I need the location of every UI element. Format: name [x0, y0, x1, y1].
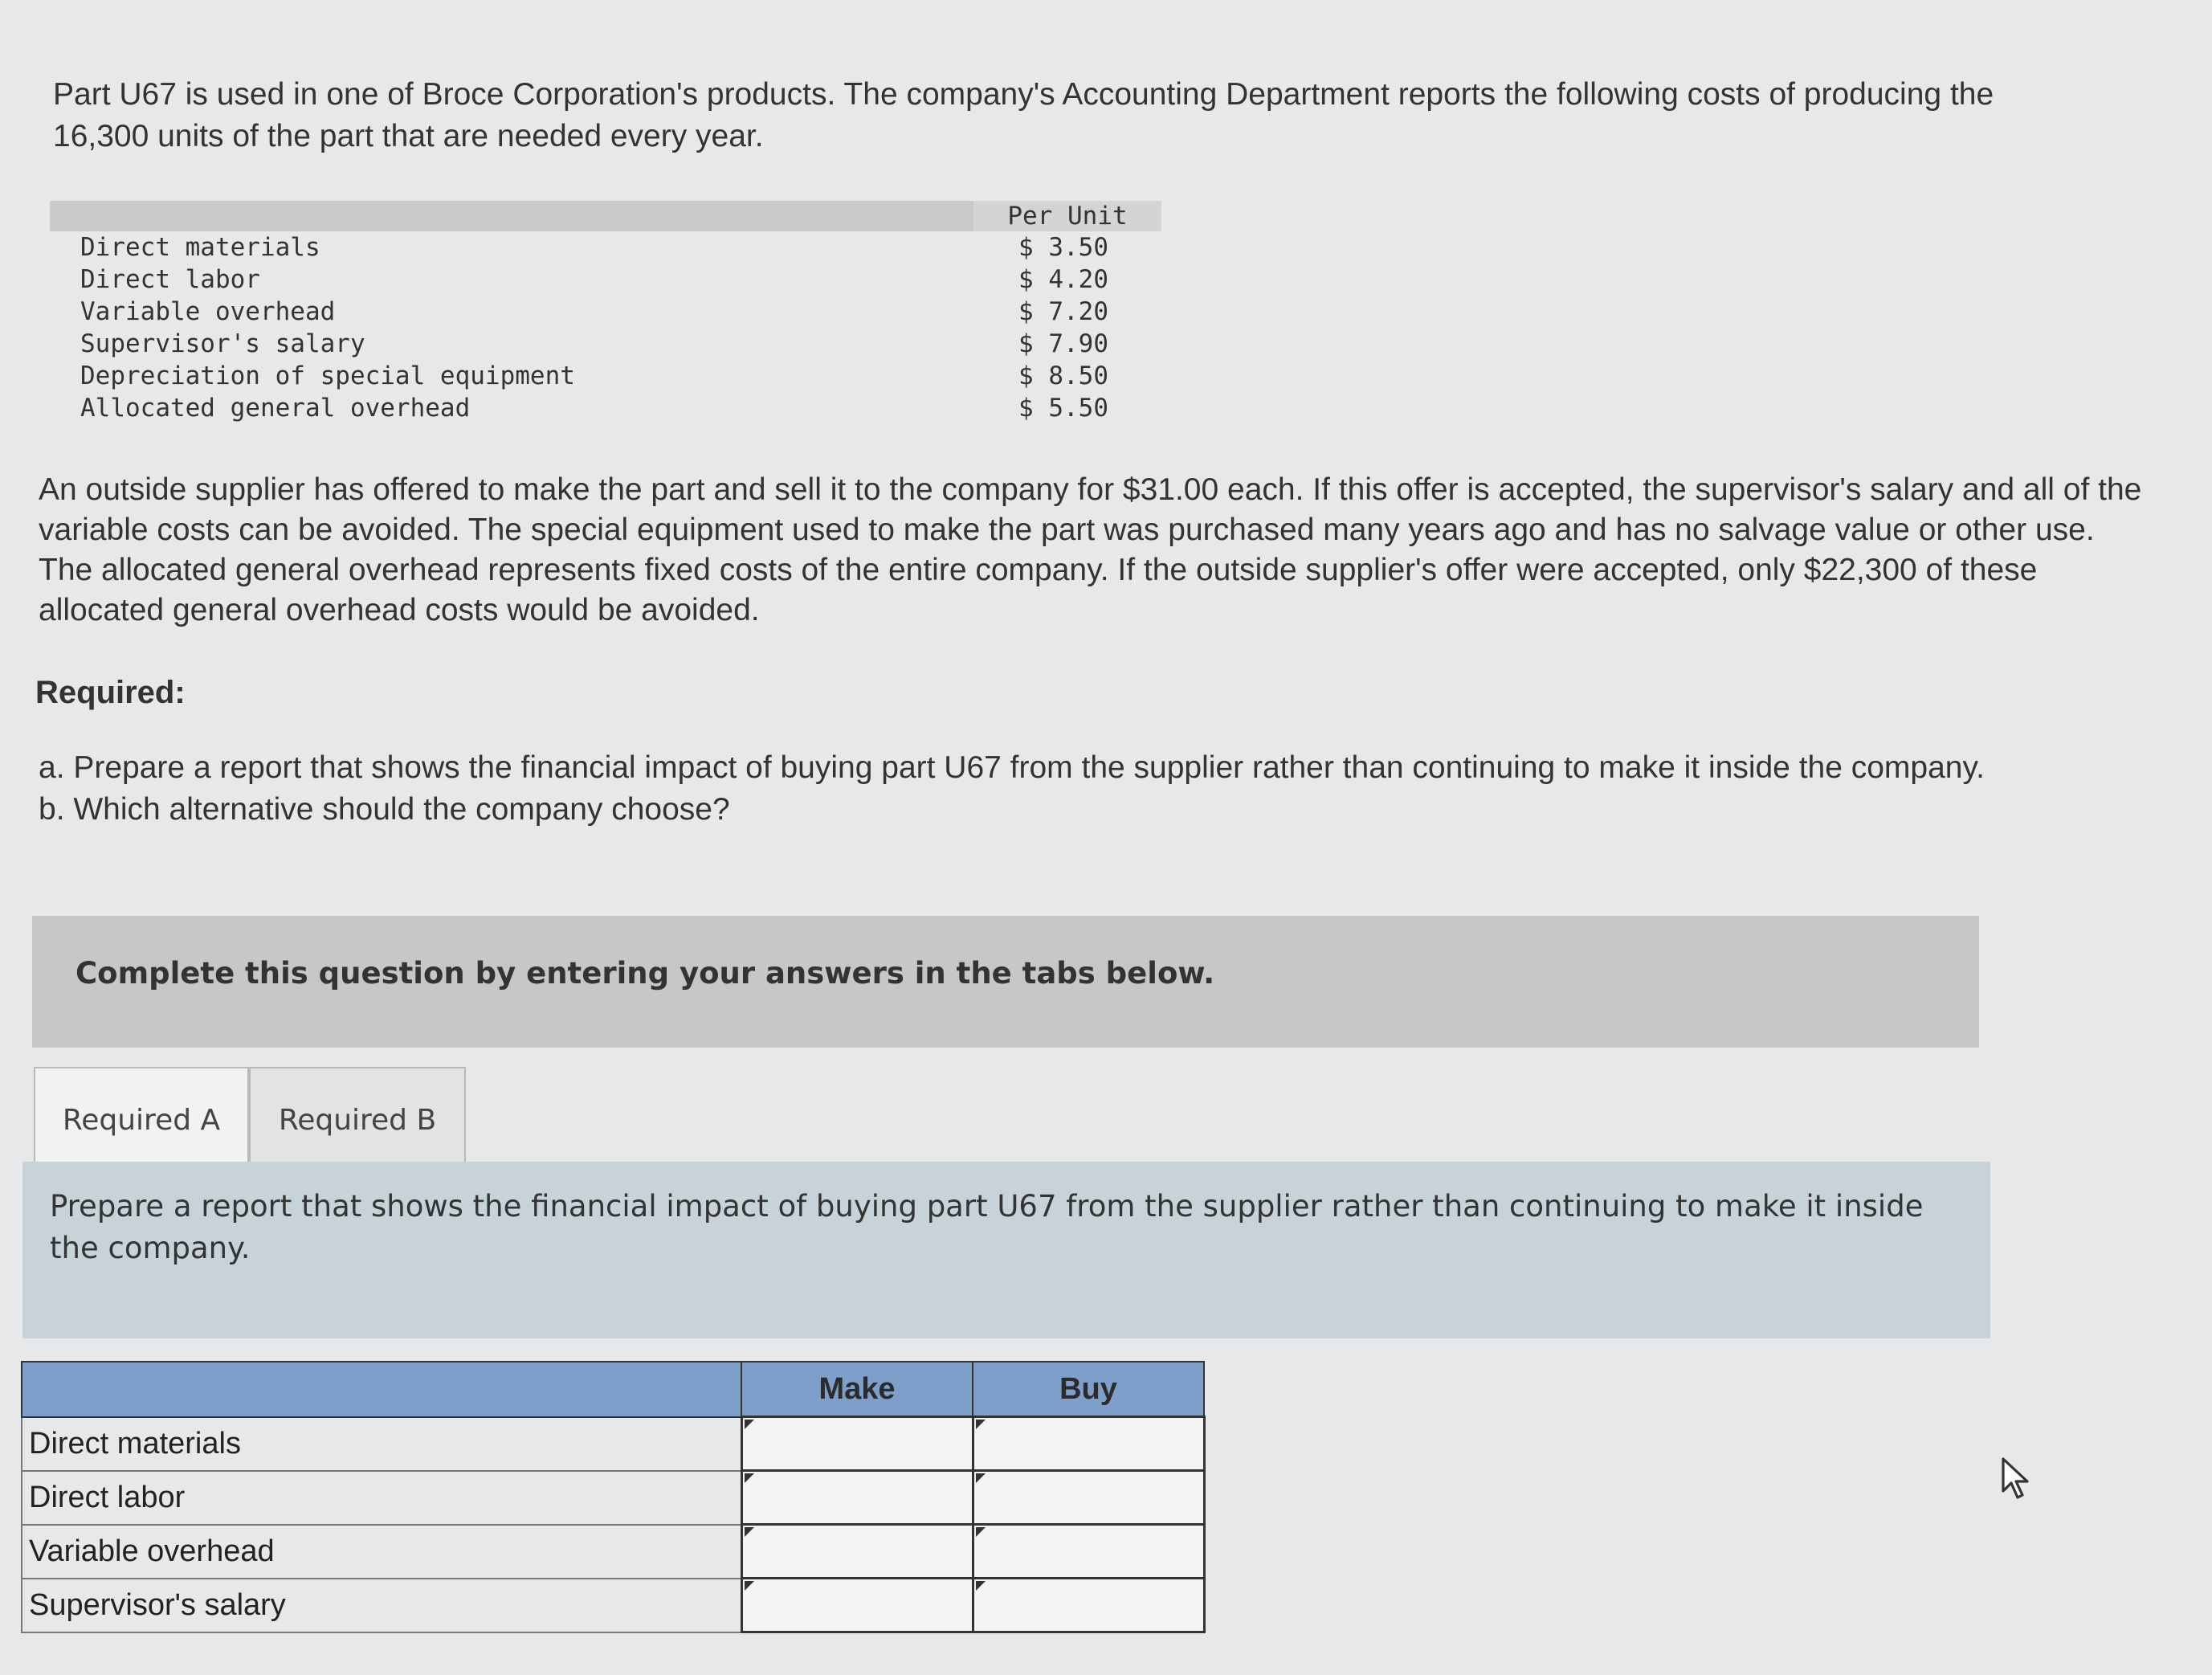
make-input-cell[interactable] [741, 1525, 973, 1579]
required-heading: Required: [35, 675, 186, 710]
tab-required-b[interactable]: Required B [249, 1067, 466, 1175]
buy-input-cell[interactable] [973, 1471, 1204, 1525]
table-row [22, 1579, 1204, 1632]
tab-prompt-text: Prepare a report that shows the financial impact of buying part U67 from the supplier rather than continuing to make it inside the company. [50, 1189, 1924, 1265]
cost-label: Direct labor [80, 265, 260, 294]
cost-label: Direct materials [80, 233, 320, 262]
mouse-pointer-icon [2000, 1456, 2035, 1501]
instruction-text: Complete this question by entering your answers in the tabs below. [76, 956, 1215, 991]
required-item-a: a. Prepare a report that shows the financial impact of buying part U67 from the supplier rather than continuing to make it inside the company. [39, 750, 1985, 785]
make-input-cell[interactable] [741, 1579, 973, 1632]
cost-row [50, 328, 1161, 360]
row-label: Variable overhead [22, 1525, 741, 1579]
buy-input-cell[interactable] [973, 1417, 1204, 1471]
cost-table-header [50, 201, 1161, 231]
cost-row [50, 360, 1161, 392]
cost-label: Supervisor's salary [80, 329, 365, 358]
required-item-b: b. Which alternative should the company choose? [39, 792, 730, 827]
cost-label: Depreciation of special equipment [80, 362, 575, 390]
table-row [22, 1417, 1204, 1471]
intro-text: Part U67 is used in one of Broce Corporation's products. The company's Accounting Department reports the following costs of producing the 16,300 units of the part that are needed every year. [53, 77, 1994, 153]
per-unit-header: Per Unit [973, 201, 1161, 231]
cost-row [50, 392, 1161, 424]
cost-value: $ 8.50 [1018, 362, 1108, 390]
buy-input-cell[interactable] [973, 1525, 1204, 1579]
answer-header-blank [22, 1362, 741, 1417]
row-label: Direct materials [22, 1417, 741, 1471]
tab-required-a[interactable]: Required A [34, 1067, 249, 1175]
row-label: Direct labor [22, 1471, 741, 1525]
supplier-offer-text: An outside supplier has offered to make the part and sell it to the company for $31.00 each. If this offer is accepted, the supervisor's salary and all of the variable costs can be avoided. The special equipment used to make the part was purchased many years ago and has no salvage value or other use. The allocated general overhead represents fixed costs of the entire company. If the outside supplier's offer were accepted, only $22,300 of these allocated general overhead costs would be avoided. [39, 472, 2142, 627]
answer-table [21, 1361, 1206, 1633]
cost-value: $ 5.50 [1018, 394, 1108, 423]
cost-label: Variable overhead [80, 297, 336, 326]
row-label: Supervisor's salary [22, 1579, 741, 1632]
cost-value: $ 3.50 [1018, 233, 1108, 262]
cost-value: $ 7.90 [1018, 329, 1108, 358]
cost-value: $ 4.20 [1018, 265, 1108, 294]
cost-row [50, 231, 1161, 264]
buy-input-cell[interactable] [973, 1579, 1204, 1632]
answer-table-header [22, 1362, 1204, 1417]
required-list [39, 747, 2143, 831]
column-header-make: Make [741, 1362, 973, 1417]
cost-table [50, 201, 1161, 424]
table-row [22, 1525, 1204, 1579]
cost-row [50, 264, 1161, 296]
column-header-buy: Buy [973, 1362, 1204, 1417]
cost-label: Allocated general overhead [80, 394, 471, 423]
make-input-cell[interactable] [741, 1417, 973, 1471]
cost-row [50, 296, 1161, 328]
cost-value: $ 7.20 [1018, 297, 1108, 326]
tab-prompt-panel [22, 1162, 1990, 1338]
make-input-cell[interactable] [741, 1471, 973, 1525]
table-row [22, 1471, 1204, 1525]
instruction-banner [32, 916, 1979, 1048]
